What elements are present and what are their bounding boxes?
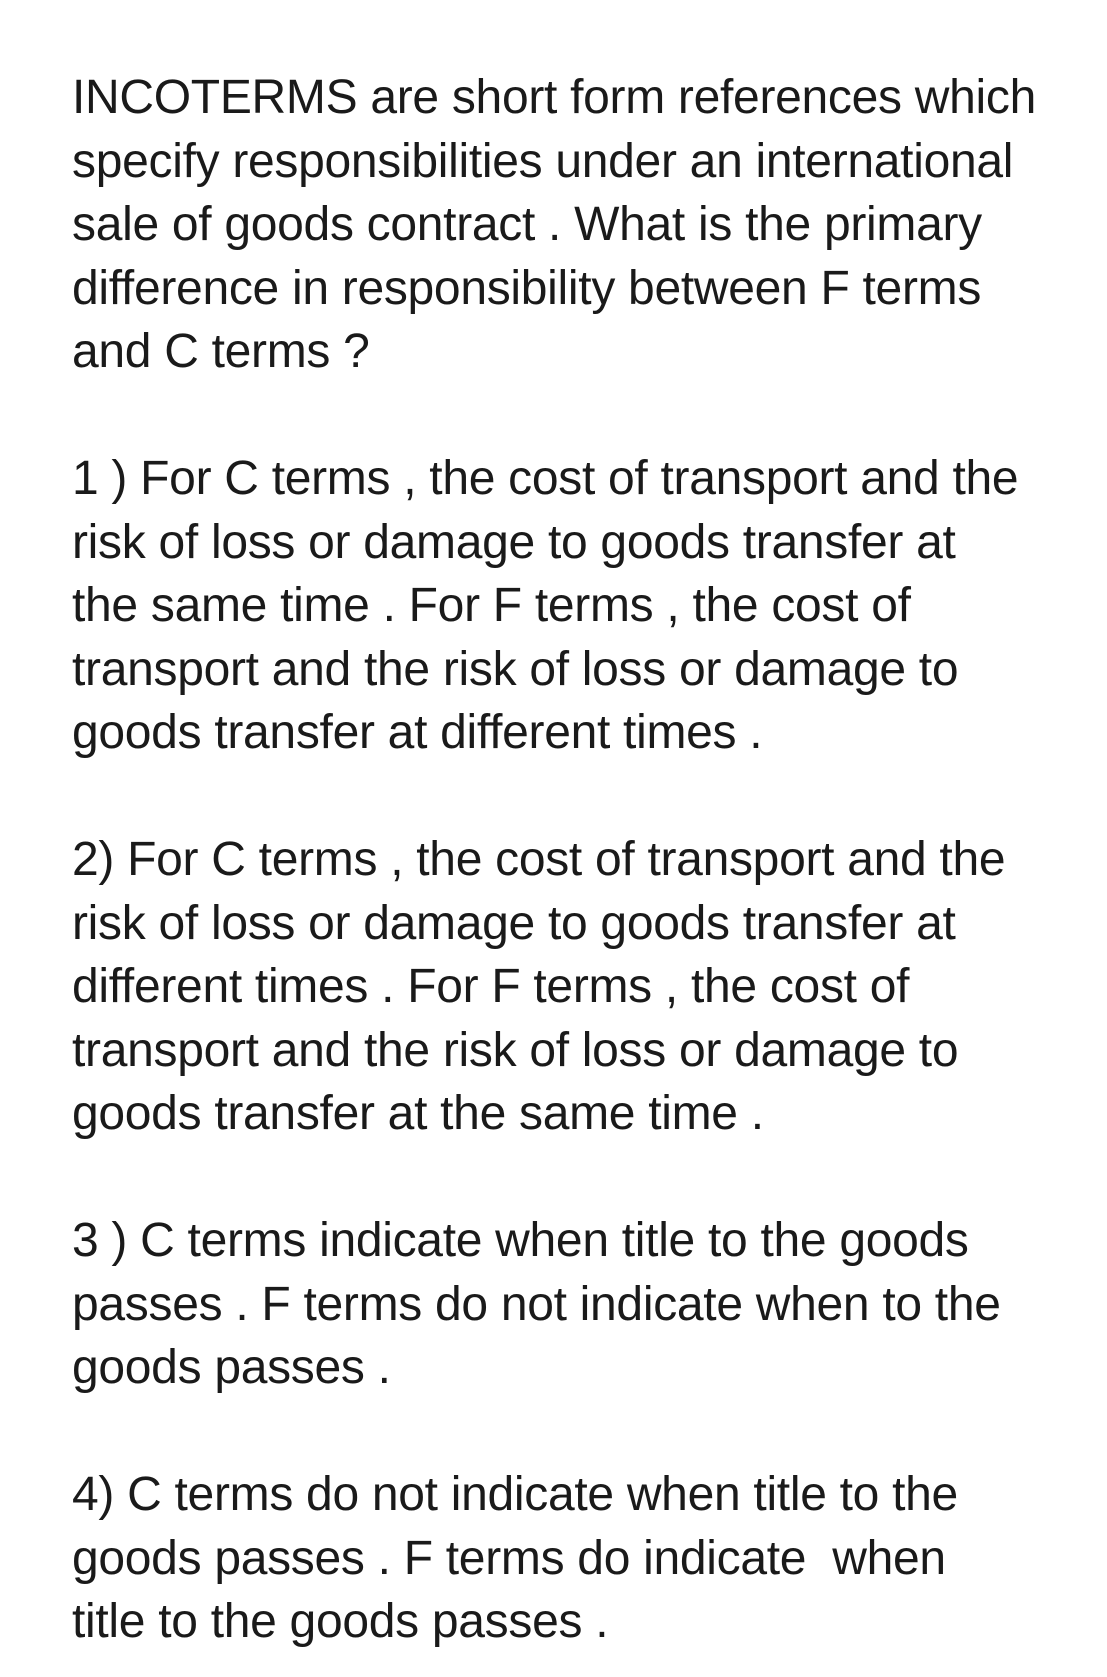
question-line: sale of goods contract . What is the primary [72,198,982,251]
option-line: transport and the risk of loss or damage to [72,1023,959,1077]
question-line: and C terms ? [72,325,370,378]
option-4 [72,1463,1072,1654]
paragraph-spacer [72,384,1072,448]
option-line: 2) For C terms , the cost of transport and the [72,833,1006,886]
option-2 [72,828,1072,1146]
question-line: specify responsibilities under an international [72,134,1014,188]
option-line: 4) C terms do not indicate when title to the [72,1468,958,1521]
option-line: passes . F terms do not indicate when to the [72,1277,1001,1331]
option-line: 1 ) For C terms , the cost of transport and the [72,452,1019,505]
option-line: goods passes . [72,1341,391,1394]
option-line: goods passes . F terms do indicate when [72,1531,946,1585]
option-1 [72,447,1072,765]
option-line: goods transfer at different times . [72,706,763,759]
option-line: different times . For F terms , the cost of [72,960,910,1013]
question-line: INCOTERMS are short form references which [72,71,1036,124]
paragraph-spacer [72,1400,1072,1464]
option-3 [72,1209,1072,1400]
option-line: risk of loss or damage to goods transfer at [72,515,956,569]
option-line: title to the goods passes . [72,1595,609,1648]
option-line: the same time . For F terms , the cost of [72,579,911,632]
question-line: difference in responsibility between F terms [72,261,982,315]
document-body [72,66,1072,1654]
paragraph-spacer [72,1146,1072,1210]
paragraph-spacer [72,765,1072,829]
option-line: 3 ) C terms indicate when title to the goods [72,1214,969,1267]
option-line: transport and the risk of loss or damage to [72,642,959,696]
option-line: risk of loss or damage to goods transfer at [72,896,956,950]
option-line: goods transfer at the same time . [72,1087,764,1140]
question-text [72,66,1072,384]
